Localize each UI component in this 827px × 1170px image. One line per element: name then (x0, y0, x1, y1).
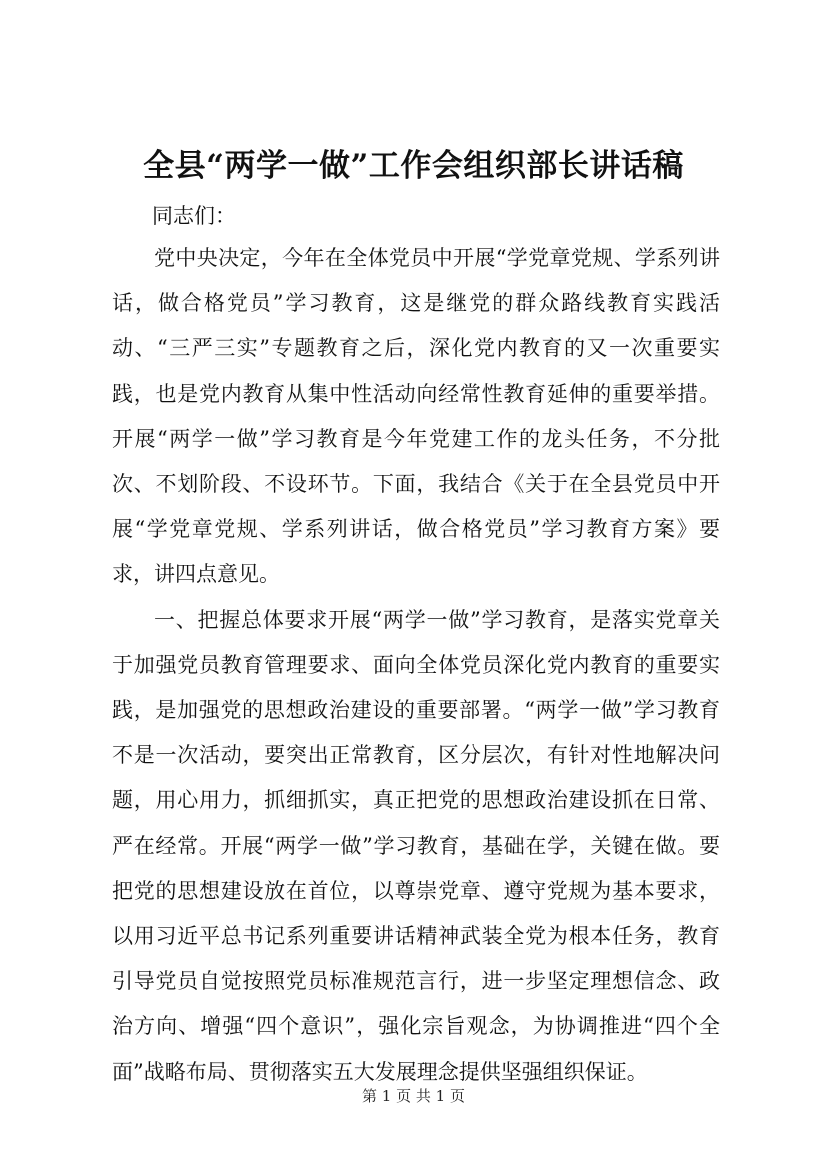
document-title: 全县“两学一做”工作会组织部长讲话稿 (143, 148, 684, 184)
page-number-footer: 第 1 页 共 1 页 (362, 1087, 465, 1105)
paragraph-intro: 党中央决定，今年在全体党员中开展“学党章党规、学系列讲话，做合格党员”学习教育，这是继党的群众路线教育实践活动、“三严三实”专题教育之后，深化党内教育的又一次重要实践，也是党内教育从集中性活动向经常性教育延伸的重要举措。开展“两学一做”学习教育是今年党建工作的龙头任务，不分批次、不划阶段、不设环节。下面，我结合《关于在全县党员中开展“学党章党规、学系列讲话，做合格党员”学习教育方案》要求，讲四点意见。 (112, 246, 720, 587)
paragraph-section-one: 一、把握总体要求开展“两学一做”学习教育，是落实党章关于加强党员教育管理要求、面向全体党员深化党内教育的重要实践，是加强党的思想政治建设的重要部署。“两学一做”学习教育不是一次活动，要突出正常教育，区分层次，有针对性地解决问题，用心用力，抓细抓实，真正把党的思想政治建设抓在日常、严在经常。开展“两学一做”学习教育，基础在学，关键在做。要把党的思想建设放在首位，以尊崇党章、遵守党规为基本要求，以用习近平总书记系列重要讲话精神武装全党为根本任务，教育引导党员自觉按照党员标准规范言行，进一步坚定理想信念、政治方向、增强“四个意识”，强化宗旨观念，为协调推进“四个全面”战略布局、贯彻落实五大发展理念提供坚强组织保证。 (112, 607, 720, 1084)
salutation: 同志们： (152, 204, 236, 228)
document-body (112, 197, 720, 1095)
